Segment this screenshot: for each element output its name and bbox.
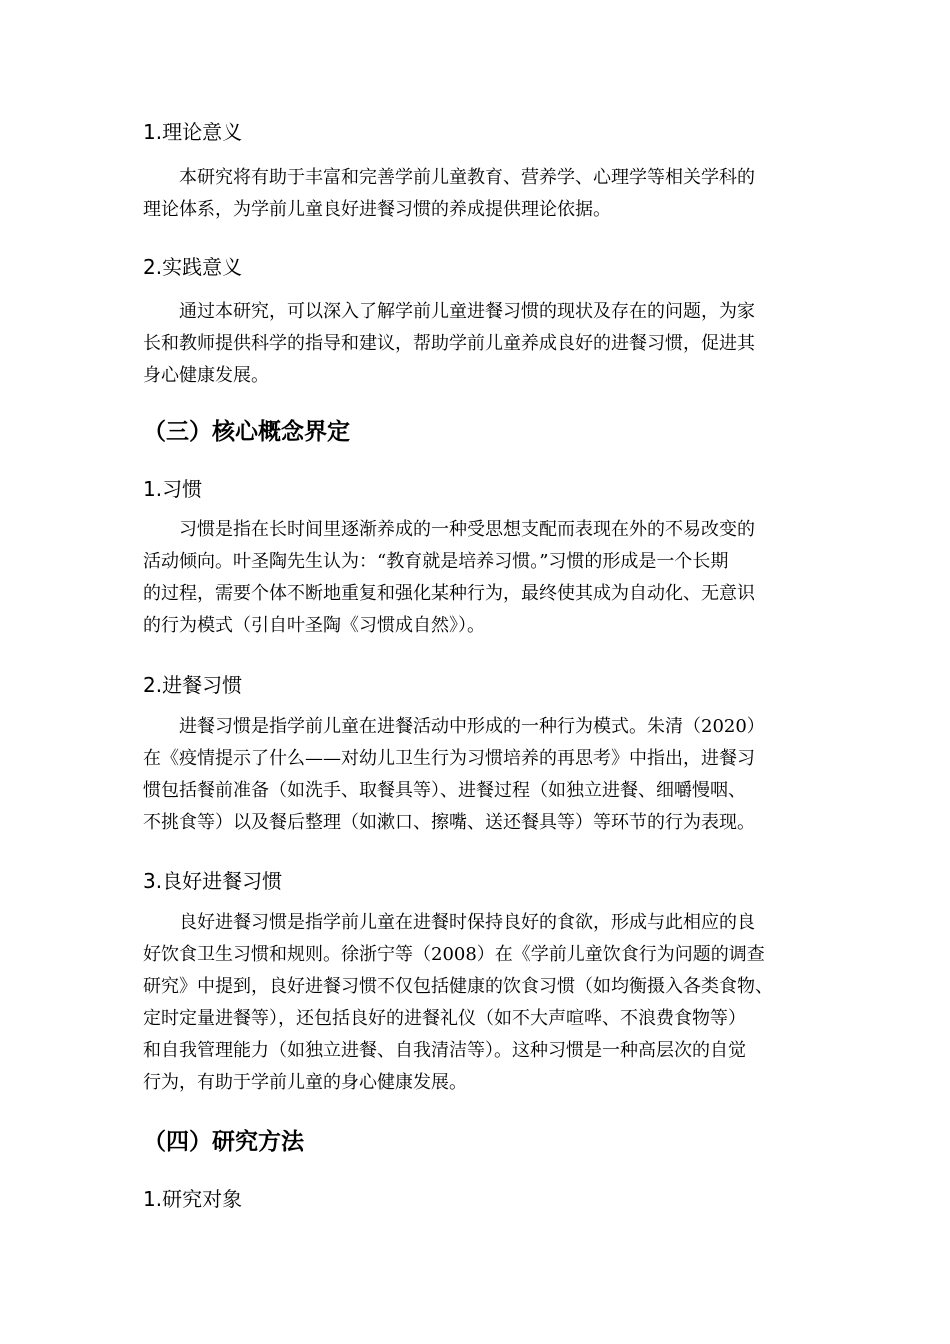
paragraph-line: 活动倾向。叶圣陶先生认为：“教育就是培养习惯。”习惯的形成是一个长期 <box>143 551 729 572</box>
paragraph-line: 不挑食等）以及餐后整理（如漱口、擦嘴、送还餐具等）等环节的行为表现。 <box>143 812 755 833</box>
paragraph-line: 通过本研究，可以深入了解学前儿童进餐习惯的现状及存在的问题，为家 <box>179 301 755 322</box>
paragraph-line: 在《疫情提示了什么——对幼儿卫生行为习惯培养的再思考》中指出，进餐习 <box>143 748 755 769</box>
paragraph-line: 进餐习惯是指学前儿童在进餐活动中形成的一种行为模式。朱清（2020） <box>179 716 765 737</box>
heading-theory-significance: 1.理论意义 <box>143 120 243 144</box>
paragraph-good-eating-habit <box>143 907 808 1099</box>
heading-habit: 1.习惯 <box>143 477 203 501</box>
heading-core-concepts: （三）核心概念界定 <box>143 419 350 445</box>
paragraph-practice-significance <box>143 296 808 392</box>
paragraph-line: 理论体系，为学前儿童良好进餐习惯的养成提供理论依据。 <box>143 199 611 220</box>
paragraph-line: 身心健康发展。 <box>143 365 269 386</box>
paragraph-line: 好饮食卫生习惯和规则。徐浙宁等（2008）在《学前儿童饮食行为问题的调查 <box>143 944 765 965</box>
paragraph-line: 和自我管理能力（如独立进餐、自我清洁等）。这种习惯是一种高层次的自觉 <box>143 1040 746 1061</box>
paragraph-line: 行为，有助于学前儿童的身心健康发展。 <box>143 1072 467 1093</box>
heading-research-methods: （四）研究方法 <box>143 1129 304 1155</box>
paragraph-theory-significance <box>143 162 808 226</box>
heading-research-subjects: 1.研究对象 <box>143 1187 243 1211</box>
paragraph-line: 的行为模式（引自叶圣陶《习惯成自然》）。 <box>143 615 485 636</box>
heading-eating-habit: 2.进餐习惯 <box>143 673 243 697</box>
paragraph-line: 定时定量进餐等），还包括良好的进餐礼仪（如不大声喧哗、不浪费食物等） <box>143 1008 746 1029</box>
paragraph-habit <box>143 514 808 642</box>
paragraph-line: 良好进餐习惯是指学前儿童在进餐时保持良好的食欲，形成与此相应的良 <box>179 912 755 933</box>
heading-practice-significance: 2.实践意义 <box>143 255 243 279</box>
paragraph-line: 本研究将有助于丰富和完善学前儿童教育、营养学、心理学等相关学科的 <box>179 167 755 188</box>
paragraph-eating-habit <box>143 711 808 839</box>
paragraph-line: 习惯是指在长时间里逐渐养成的一种受思想支配而表现在外的不易改变的 <box>179 519 755 540</box>
heading-good-eating-habit: 3.良好进餐习惯 <box>143 869 283 893</box>
paragraph-line: 惯包括餐前准备（如洗手、取餐具等）、进餐过程（如独立进餐、细嚼慢咽、 <box>143 780 746 801</box>
paragraph-line: 长和教师提供科学的指导和建议，帮助学前儿童养成良好的进餐习惯，促进其 <box>143 333 755 354</box>
paragraph-line: 研究》中提到，良好进餐习惯不仅包括健康的饮食习惯（如均衡摄入各类食物、 <box>143 976 773 997</box>
paragraph-line: 的过程，需要个体不断地重复和强化某种行为，最终使其成为自动化、无意识 <box>143 583 755 604</box>
